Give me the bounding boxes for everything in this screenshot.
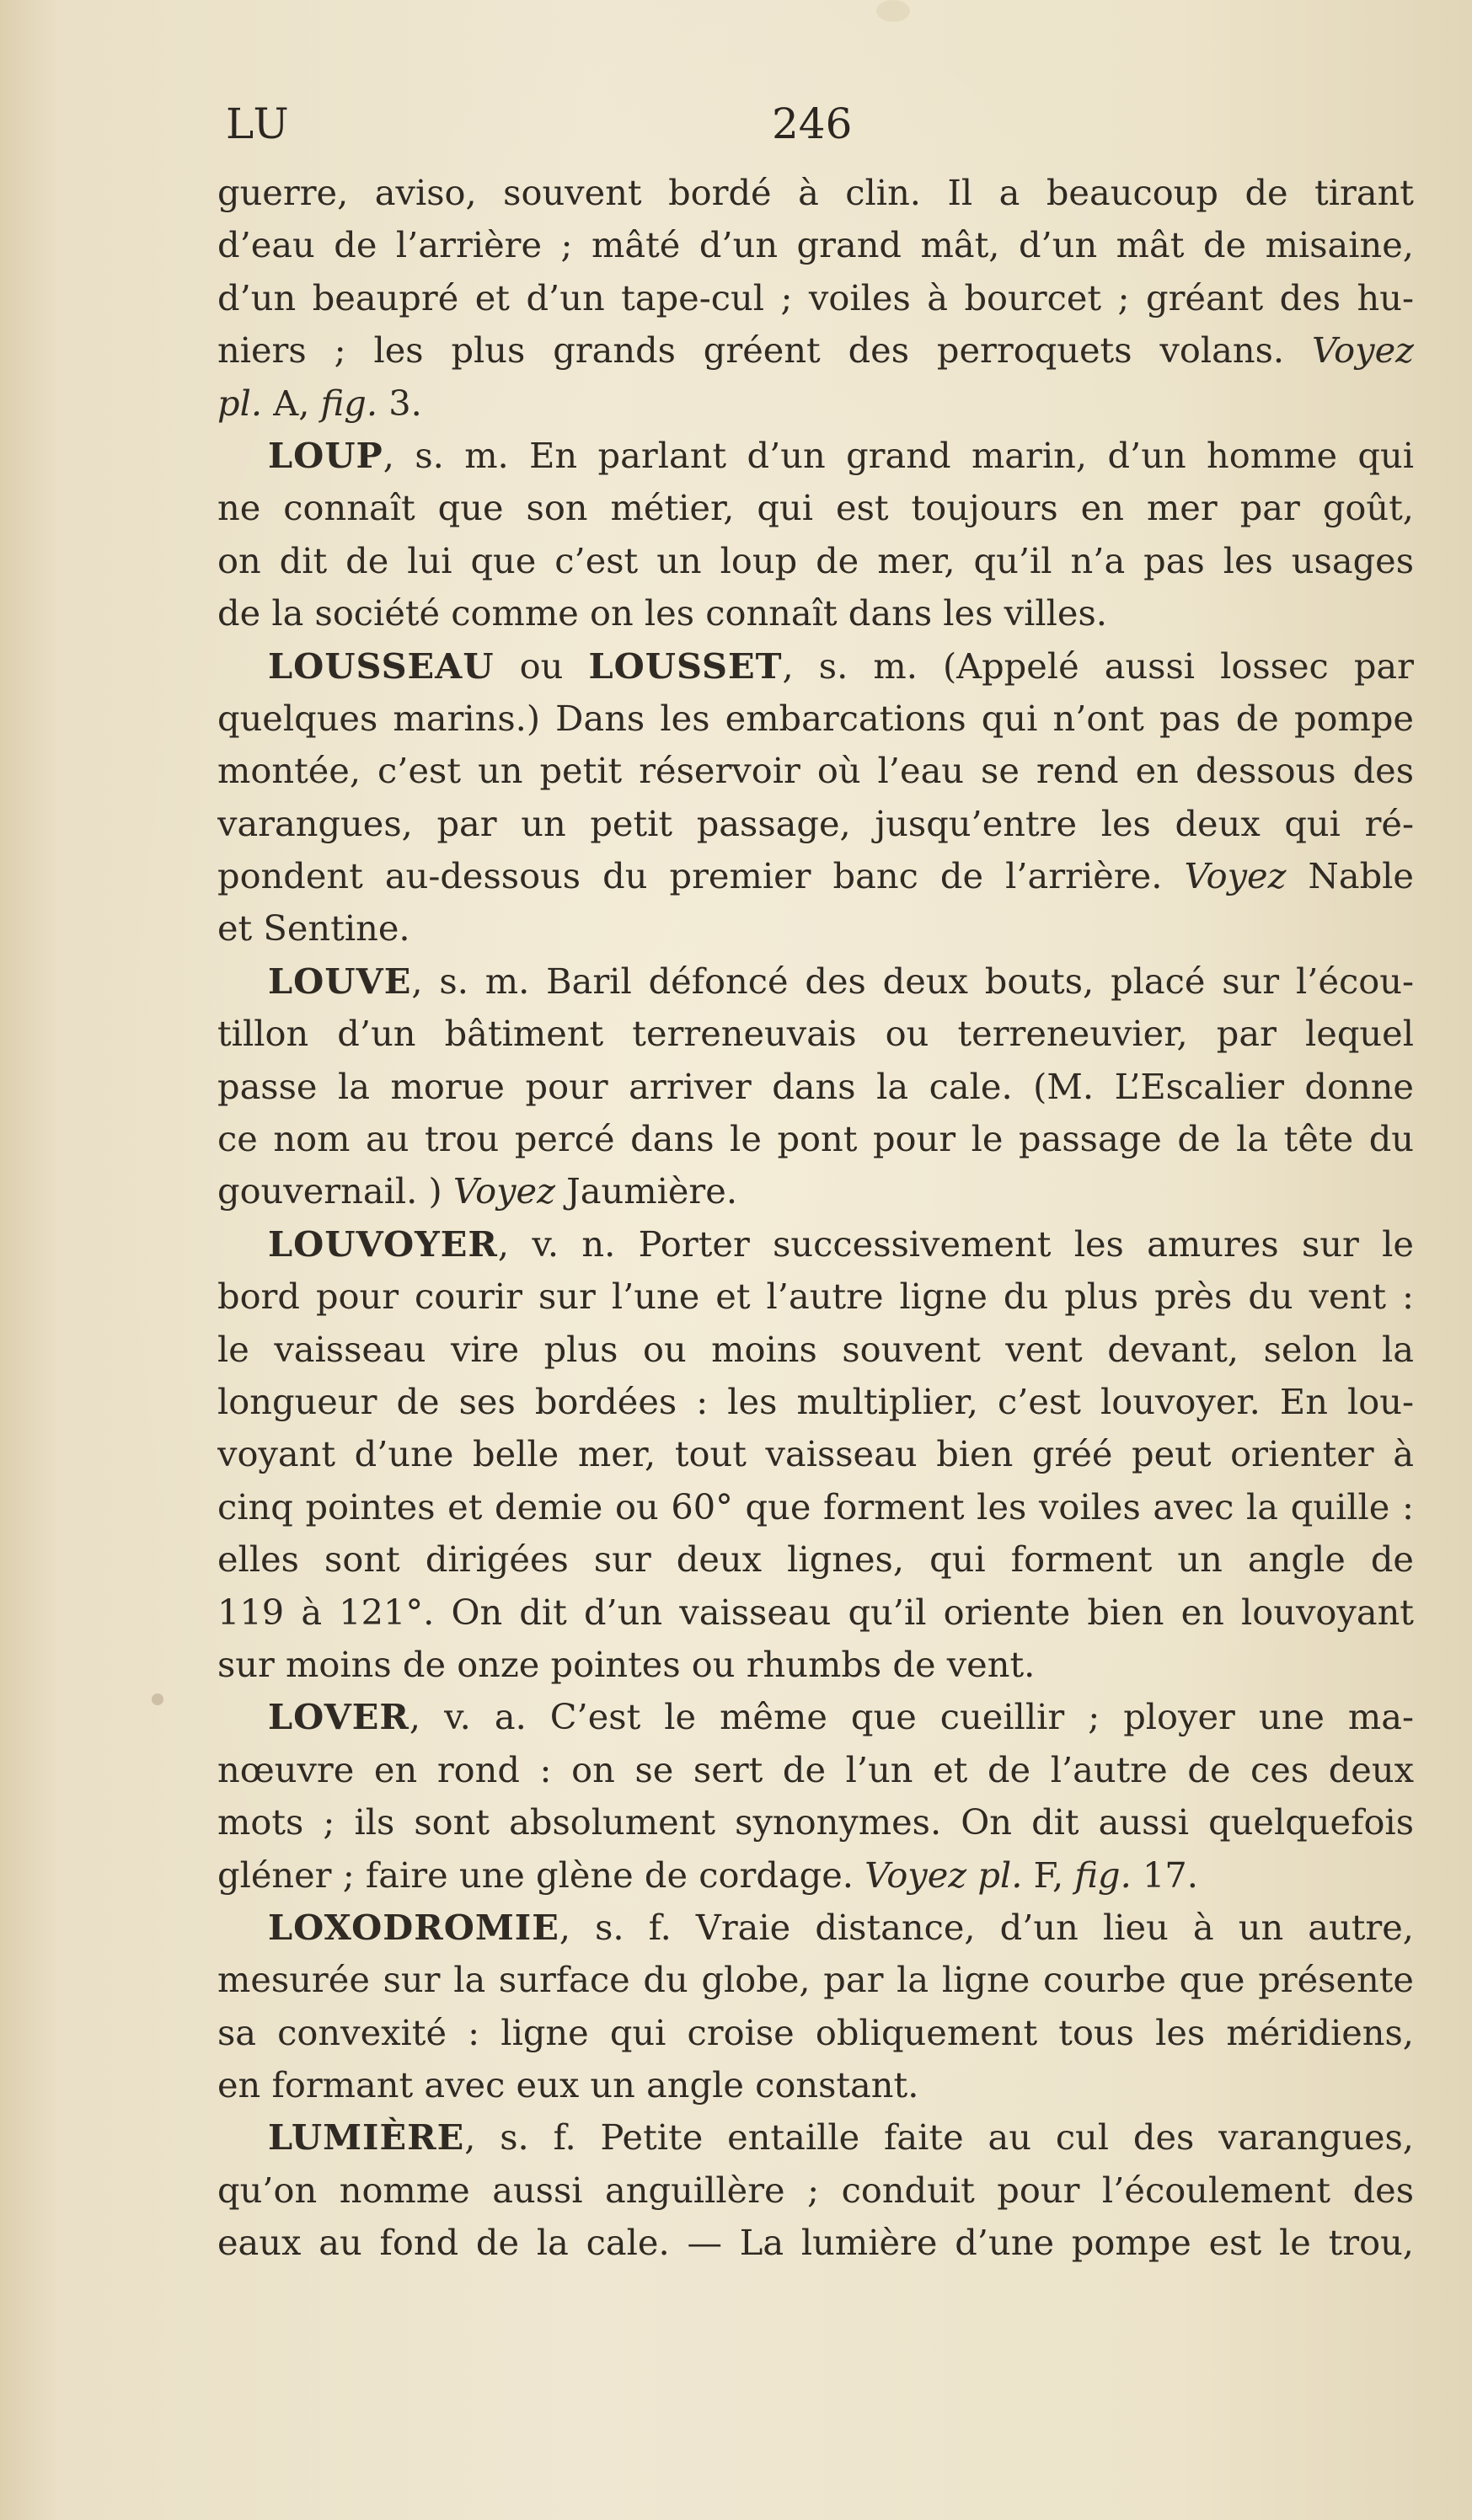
text-line [217, 2111, 1414, 2164]
line-text: ce nom au trou percé dans le pont pour le passage de la tête du [217, 1118, 1414, 1160]
line-text: d’un beaupré et d’un tape-cul ; voiles à bourcet ; gréant des hu- [217, 276, 1414, 318]
text-line [217, 1218, 1414, 1271]
line-text: 3. [388, 382, 422, 424]
text-line [217, 798, 1414, 850]
text-line [217, 1428, 1414, 1480]
text-line [217, 1744, 1414, 1796]
line-text: ne connaît que son métier, qui est toujours en mer par goût, [217, 487, 1414, 529]
text-line [217, 219, 1414, 271]
line-text: de la société comme on les connaît dans les villes. [217, 592, 1107, 634]
text-line [217, 1008, 1414, 1060]
running-header [226, 99, 1405, 167]
line-text: montée, c’est un petit réservoir où l’eau se rend en dessous des [217, 750, 1414, 792]
text-line [217, 1849, 1414, 1902]
line-text: mots ; ils sont absolument synonymes. On dit aussi quelquefois [217, 1801, 1414, 1843]
text-line [217, 1639, 1414, 1691]
line-text: , s. m. (Appelé aussi lossec par [782, 645, 1414, 687]
line-text: 119 à 121°. On dit d’un vaisseau qu’il oriente bien en louvoyant [217, 1591, 1414, 1633]
line-text: sur moins de onze pointes ou rhumbs de vent. [217, 1643, 1036, 1685]
text-line [217, 693, 1414, 745]
paper-stain [152, 1693, 163, 1705]
entry-headword: LOUP [268, 434, 383, 476]
text-line [217, 2059, 1414, 2111]
entry-headword: LOUSSEAU [268, 645, 495, 687]
text-line [217, 1586, 1414, 1639]
text-line [217, 482, 1414, 534]
text-line [217, 587, 1414, 639]
line-text: quelques marins.) Dans les embarcations qui n’ont pas de pompe [217, 697, 1414, 739]
line-text: ou [519, 645, 564, 687]
text-line [217, 1324, 1414, 1376]
page-number: 246 [772, 99, 853, 148]
line-text: sa convexité : ligne qui croise obliquement tous les méridiens, [217, 2011, 1414, 2053]
cross-reference: Voyez [452, 1170, 555, 1212]
line-text: gléner ; faire une glène de cordage. [217, 1854, 854, 1896]
line-text: nœuvre en rond : on se sert de l’un et de l’autre de ces deux [217, 1748, 1414, 1790]
line-text: on dit de lui que c’est un loup de mer, qu’il n’a pas les usages [217, 539, 1414, 581]
line-text: tillon d’un bâtiment terreneuvais ou terreneuvier, par lequel [217, 1013, 1414, 1055]
entry-headword: LOUVOYER [268, 1223, 498, 1265]
line-text: en formant avec eux un angle constant. [217, 2064, 919, 2106]
line-text: mesurée sur la surface du globe, par la ligne courbe que présente [217, 1959, 1414, 2001]
entry-headword: LUMIÈRE [268, 2116, 465, 2159]
line-text: , s. f. Petite entaille faite au cul des varangues, [464, 2116, 1414, 2159]
line-text: , v. a. C’est le même que cueillir ; ployer une ma- [409, 1696, 1414, 1738]
cross-reference: Voyez [1311, 329, 1414, 372]
line-text: Nable [1308, 855, 1414, 897]
text-line [217, 745, 1414, 797]
text-line [217, 1061, 1414, 1113]
line-text: cinq pointes et demie ou 60° que forment les voiles avec la quille : [217, 1485, 1414, 1528]
line-text: qu’on nomme aussi anguillère ; conduit pour l’écoulement des [217, 2169, 1414, 2211]
text-line [217, 1902, 1414, 1954]
paper-stain [876, 0, 910, 22]
line-text: varangues, par un petit passage, jusqu’entre les deux qui ré- [217, 802, 1414, 844]
line-text: bord pour courir sur l’une et l’autre ligne du plus près du vent : [217, 1276, 1414, 1318]
text-line [217, 430, 1414, 482]
text-line [217, 1165, 1414, 1217]
line-text: , s. f. Vraie distance, d’un lieu à un autre, [559, 1906, 1414, 1948]
text-line [217, 1954, 1414, 2006]
text-line [217, 377, 1414, 430]
line-text: 17. [1142, 1854, 1198, 1896]
cross-reference: Voyez pl. [864, 1854, 1023, 1896]
text-line [217, 2164, 1414, 2217]
entry-headword: LOUVE [268, 960, 412, 1002]
entry-headword: LOVER [268, 1696, 409, 1738]
line-text: pondent au-dessous du premier banc de l’arrière. [217, 855, 1163, 897]
line-text: longueur de ses bordées : les multiplier, c’est louvoyer. En lou- [217, 1380, 1414, 1422]
line-text: et Sentine. [217, 907, 410, 950]
text-line [217, 955, 1414, 1008]
entry-headword: LOXODROMIE [268, 1906, 559, 1948]
line-text: passe la morue pour arriver dans la cale. (M. L’Escalier donne [217, 1065, 1414, 1107]
line-text: guerre, aviso, souvent bordé à clin. Il a beaucoup de tirant [217, 172, 1414, 213]
text-line [217, 167, 1414, 219]
cross-reference: pl. [217, 382, 263, 424]
text-line [217, 2217, 1414, 2269]
line-text: le vaisseau vire plus ou moins souvent vent devant, selon la [217, 1328, 1414, 1370]
text-line [217, 902, 1414, 955]
text-line [217, 2007, 1414, 2059]
line-text: elles sont dirigées sur deux lignes, qui forment un angle de [217, 1538, 1414, 1581]
text-line [217, 1481, 1414, 1533]
cross-reference: fig. [320, 382, 378, 424]
text-line [217, 324, 1414, 377]
text-line [217, 640, 1414, 693]
line-text: eaux au fond de la cale. — La lumière d’une pompe est le trou, [217, 2222, 1414, 2264]
line-text: voyant d’une belle mer, tout vaisseau bien gréé peut orienter à [217, 1433, 1414, 1475]
text-line [217, 1691, 1414, 1743]
line-text: , s. m. En parlant d’un grand marin, d’un homme qui [383, 434, 1414, 476]
text-line [217, 1271, 1414, 1323]
line-text: Jaumière. [566, 1170, 738, 1212]
line-text: , v. n. Porter successivement les amures sur le [497, 1223, 1414, 1265]
line-text: , s. m. Baril défoncé des deux bouts, placé sur l’écou- [411, 960, 1414, 1002]
text-line [217, 1376, 1414, 1428]
text-line [217, 1113, 1414, 1165]
entry-headword: LOUSSET [588, 645, 783, 687]
line-text: d’eau de l’arrière ; mâté d’un grand mât, d’un mât de misaine, [217, 224, 1414, 266]
section-abbreviation: LU [226, 99, 291, 148]
dictionary-text [217, 167, 1414, 2270]
cross-reference: fig. [1074, 1854, 1132, 1896]
line-text: niers ; les plus grands gréent des perroquets volans. [217, 329, 1285, 372]
text-line [217, 850, 1414, 902]
line-text: gouvernail. ) [217, 1170, 442, 1212]
text-line [217, 535, 1414, 587]
line-text: F, [1033, 1854, 1064, 1896]
cross-reference: Voyez [1184, 855, 1287, 897]
text-line [217, 272, 1414, 324]
text-line [217, 1533, 1414, 1586]
line-text: A, [273, 382, 310, 424]
text-line [217, 1796, 1414, 1849]
